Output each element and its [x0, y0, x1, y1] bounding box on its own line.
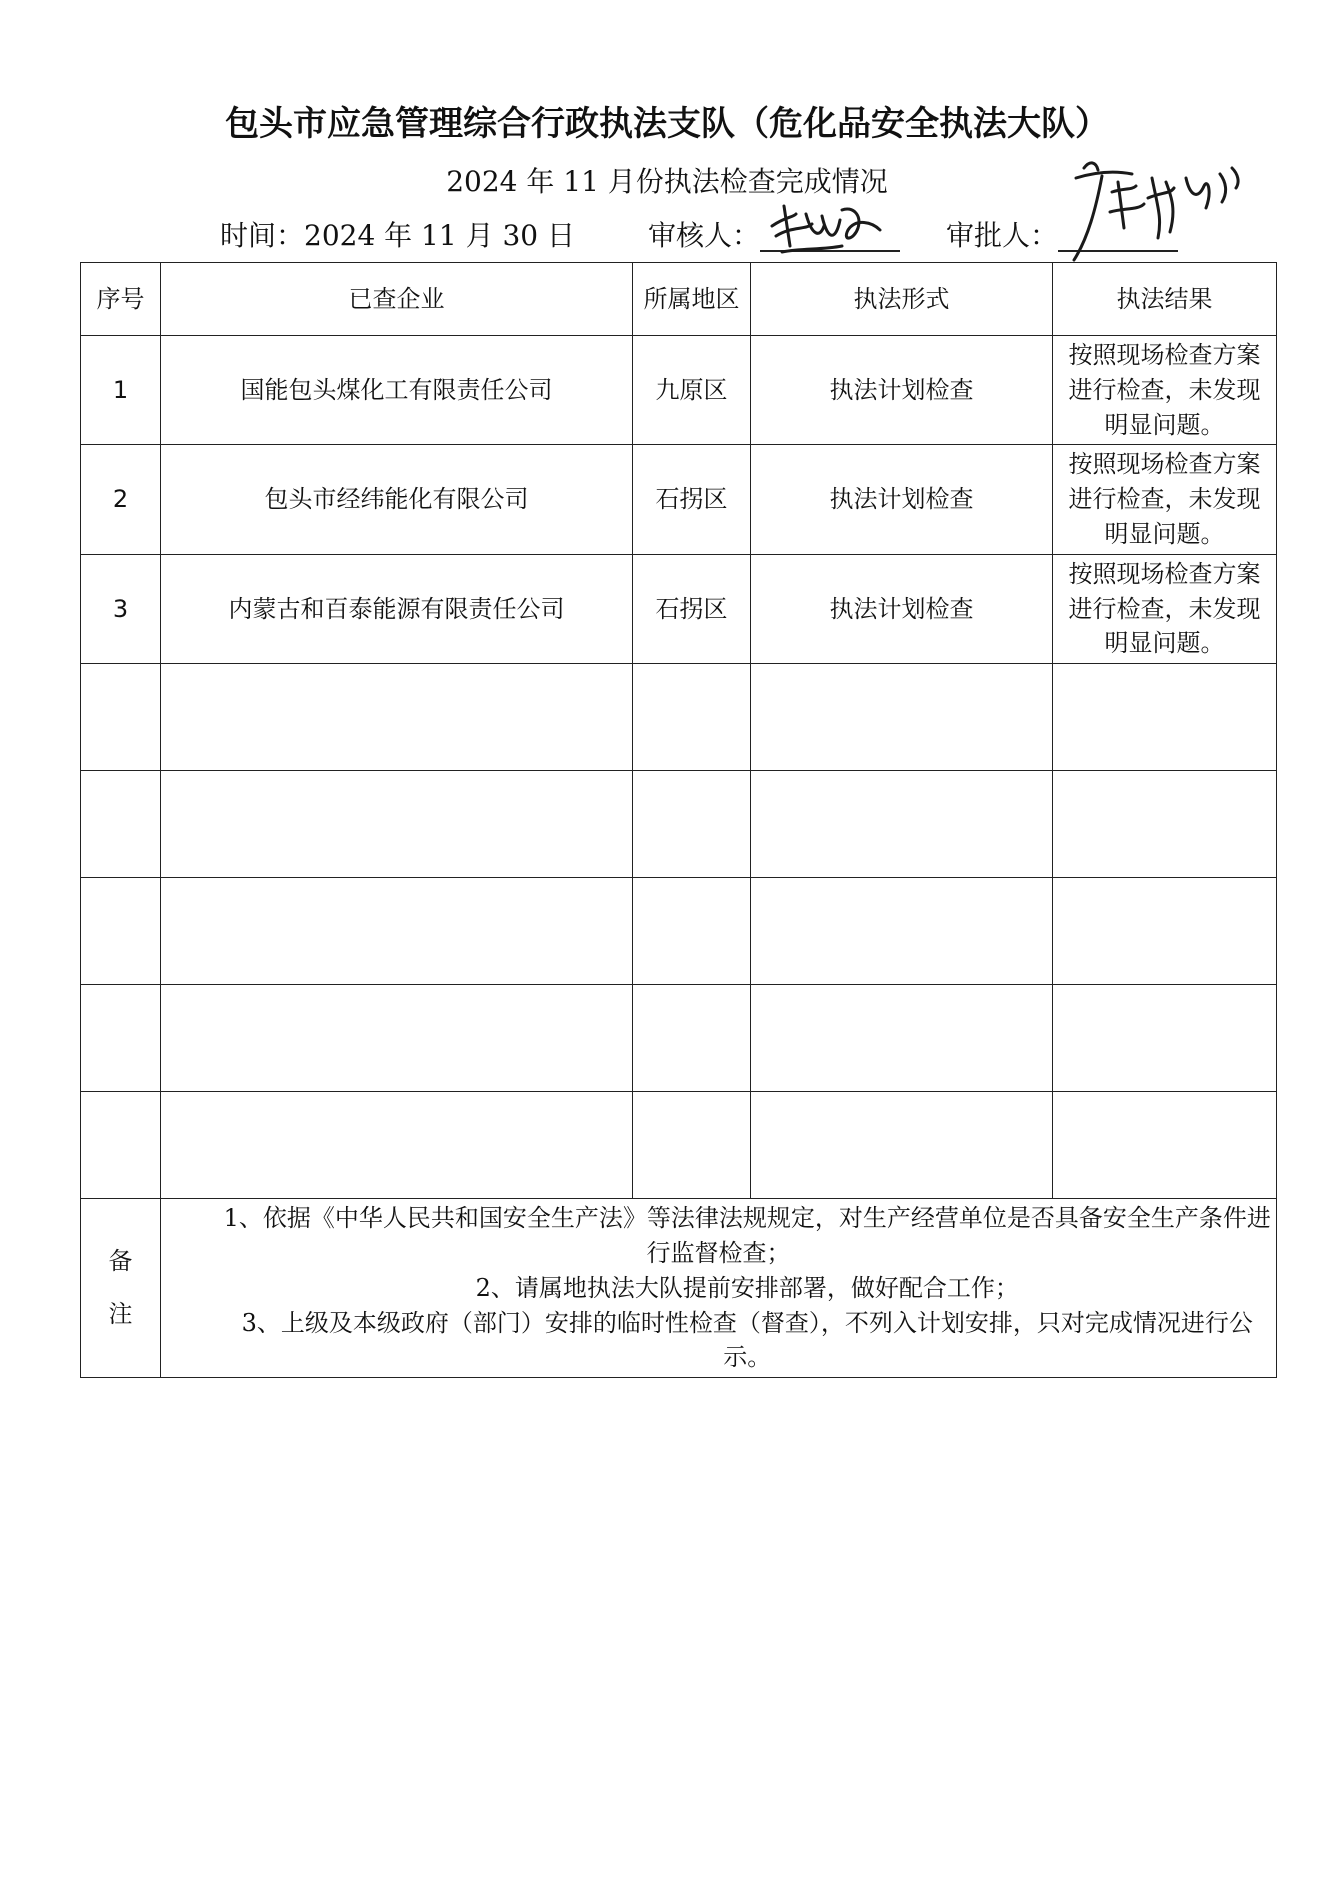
approver-label: 审批人： [946, 219, 1059, 252]
document-title: 包头市应急管理综合行政执法支队（危化品安全执法大队） [225, 104, 1109, 144]
note-item: 2、请属地执法大队提前安排部署，做好配合工作； [475, 1273, 1019, 1302]
inspection-table [80, 262, 1277, 1378]
empty-table-row [81, 771, 1277, 878]
note-item: 1、依据《中华人民共和国安全生产法》等法律法规规定，对生产经营单位是否具备安全生产条件进行监督检查； [223, 1204, 1271, 1267]
enforcement-result: 按照现场检查方案进行检查，未发现明显问题。 [1053, 445, 1277, 554]
header-result: 执法结果 [1053, 263, 1277, 336]
approver-signature [1062, 148, 1262, 268]
company-name: 国能包头煤化工有限责任公司 [161, 336, 633, 445]
table-row [81, 554, 1277, 663]
table-row [81, 336, 1277, 445]
header-district: 所属地区 [633, 263, 751, 336]
table-row [81, 445, 1277, 554]
date-label: 时间：2024 年 11 月 30 日 [220, 219, 576, 252]
notes-content [161, 1199, 1277, 1378]
notes-row [81, 1199, 1277, 1378]
enforcement-result: 按照现场检查方案进行检查，未发现明显问题。 [1053, 554, 1277, 663]
document-subtitle: 2024 年 11 月份执法检查完成情况 [446, 165, 888, 198]
header-company: 已查企业 [161, 263, 633, 336]
reviewer-label: 审核人： [648, 219, 761, 252]
notes-label: 备 注 [81, 1199, 161, 1378]
district: 石拐区 [633, 445, 751, 554]
enforcement-result: 按照现场检查方案进行检查，未发现明显问题。 [1053, 336, 1277, 445]
reviewer-signature [762, 196, 902, 262]
table-header-row [81, 263, 1277, 336]
row-number: 3 [81, 554, 161, 663]
district: 石拐区 [633, 554, 751, 663]
empty-table-row [81, 664, 1277, 771]
empty-table-row [81, 1092, 1277, 1199]
row-number: 1 [81, 336, 161, 445]
enforcement-form: 执法计划检查 [751, 336, 1053, 445]
enforcement-form: 执法计划检查 [751, 554, 1053, 663]
enforcement-form: 执法计划检查 [751, 445, 1053, 554]
empty-table-row [81, 985, 1277, 1092]
district: 九原区 [633, 336, 751, 445]
note-item: 3、上级及本级政府（部门）安排的临时性检查（督查），不列入计划安排，只对完成情况进行公示。 [241, 1308, 1253, 1372]
header-seq: 序号 [81, 263, 161, 336]
empty-table-row [81, 878, 1277, 985]
company-name: 内蒙古和百泰能源有限责任公司 [161, 554, 633, 663]
company-name: 包头市经纬能化有限公司 [161, 445, 633, 554]
header-form: 执法形式 [751, 263, 1053, 336]
row-number: 2 [81, 445, 161, 554]
